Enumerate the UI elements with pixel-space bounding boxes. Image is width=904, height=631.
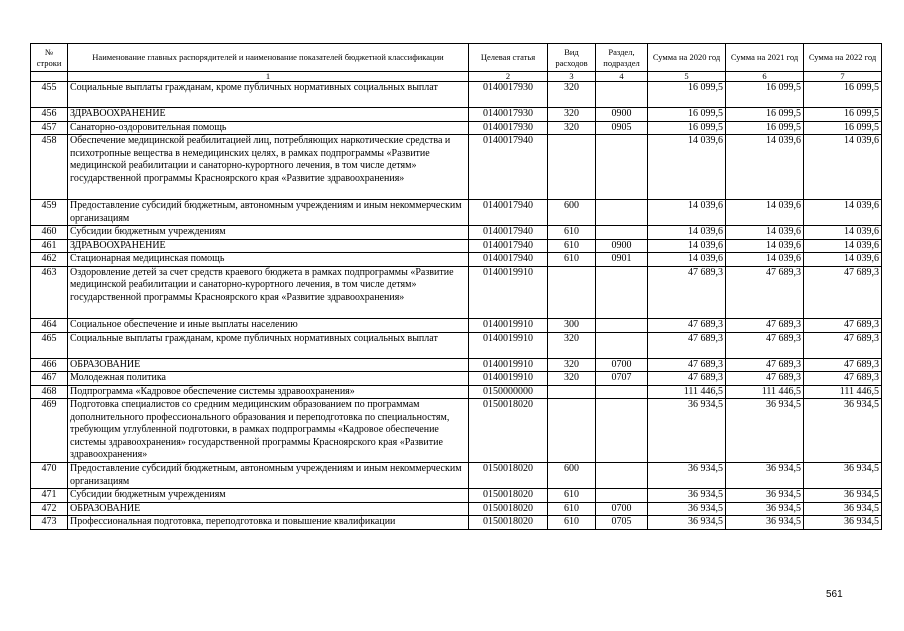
cell-row-no: 470 bbox=[31, 463, 68, 489]
cell-row-no: 467 bbox=[31, 372, 68, 386]
cell-sum-2020: 47 689,3 bbox=[648, 332, 726, 358]
cell-type bbox=[548, 385, 596, 399]
cell-section bbox=[596, 318, 648, 332]
cell-section: 0900 bbox=[596, 108, 648, 122]
cell-sum-2020: 14 039,6 bbox=[648, 135, 726, 200]
index-cell: 6 bbox=[726, 72, 804, 82]
cell-sum-2020: 36 934,5 bbox=[648, 516, 726, 530]
cell-sum-2020: 16 099,5 bbox=[648, 121, 726, 135]
cell-target: 0140017940 bbox=[469, 135, 548, 200]
cell-type: 320 bbox=[548, 108, 596, 122]
cell-sum-2022: 36 934,5 bbox=[804, 489, 882, 503]
cell-section: 0707 bbox=[596, 372, 648, 386]
table-row bbox=[31, 489, 882, 503]
cell-sum-2022: 14 039,6 bbox=[804, 239, 882, 253]
cell-sum-2021: 16 099,5 bbox=[726, 82, 804, 108]
cell-section bbox=[596, 489, 648, 503]
table-row bbox=[31, 239, 882, 253]
cell-sum-2022: 47 689,3 bbox=[804, 372, 882, 386]
cell-sum-2020: 47 689,3 bbox=[648, 266, 726, 318]
cell-type: 300 bbox=[548, 318, 596, 332]
cell-section: 0700 bbox=[596, 502, 648, 516]
cell-row-no: 473 bbox=[31, 516, 68, 530]
cell-sum-2021: 16 099,5 bbox=[726, 108, 804, 122]
cell-type bbox=[548, 399, 596, 463]
cell-row-no: 457 bbox=[31, 121, 68, 135]
cell-target: 0150018020 bbox=[469, 399, 548, 463]
table-row bbox=[31, 502, 882, 516]
cell-target: 0140017940 bbox=[469, 239, 548, 253]
cell-row-no: 455 bbox=[31, 82, 68, 108]
cell-target: 0150000000 bbox=[469, 385, 548, 399]
cell-sum-2022: 14 039,6 bbox=[804, 135, 882, 200]
cell-section bbox=[596, 463, 648, 489]
header-row-no: № строки bbox=[31, 44, 68, 72]
cell-type: 610 bbox=[548, 502, 596, 516]
cell-sum-2021: 14 039,6 bbox=[726, 200, 804, 226]
cell-name: Подпрограмма «Кадровое обеспечение системы здравоохранения» bbox=[68, 385, 469, 399]
cell-sum-2022: 16 099,5 bbox=[804, 82, 882, 108]
cell-name: ЗДРАВООХРАНЕНИЕ bbox=[68, 108, 469, 122]
table-row bbox=[31, 266, 882, 318]
table-row bbox=[31, 108, 882, 122]
cell-section: 0700 bbox=[596, 358, 648, 372]
cell-section: 0900 bbox=[596, 239, 648, 253]
cell-type bbox=[548, 135, 596, 200]
table-row bbox=[31, 399, 882, 463]
cell-name: Обеспечение медицинской реабилитацией лиц, потребляющих наркотические средства и психотропные вещества в немедицинских целях, в рамках подпрограммы «Развитие медицинской реабилитации и санаторно-курортного лечения, в том числе детям» государственной программы Красноярского края «Развитие здравоохранения» bbox=[68, 135, 469, 200]
header-sum-2020: Сумма на 2020 год bbox=[648, 44, 726, 72]
cell-type: 610 bbox=[548, 489, 596, 503]
table-row bbox=[31, 253, 882, 267]
cell-sum-2021: 36 934,5 bbox=[726, 463, 804, 489]
cell-name: ОБРАЗОВАНИЕ bbox=[68, 358, 469, 372]
cell-section bbox=[596, 135, 648, 200]
cell-sum-2021: 36 934,5 bbox=[726, 489, 804, 503]
cell-name: ОБРАЗОВАНИЕ bbox=[68, 502, 469, 516]
header-section: Раздел, подраздел bbox=[596, 44, 648, 72]
cell-sum-2022: 16 099,5 bbox=[804, 121, 882, 135]
cell-row-no: 464 bbox=[31, 318, 68, 332]
header-type: Вид расходов bbox=[548, 44, 596, 72]
cell-sum-2021: 16 099,5 bbox=[726, 121, 804, 135]
cell-sum-2020: 47 689,3 bbox=[648, 372, 726, 386]
cell-target: 0140017940 bbox=[469, 200, 548, 226]
cell-sum-2020: 47 689,3 bbox=[648, 358, 726, 372]
cell-target: 0140017940 bbox=[469, 253, 548, 267]
cell-sum-2022: 47 689,3 bbox=[804, 358, 882, 372]
cell-sum-2020: 36 934,5 bbox=[648, 489, 726, 503]
cell-target: 0140019910 bbox=[469, 318, 548, 332]
cell-sum-2022: 47 689,3 bbox=[804, 266, 882, 318]
index-cell: 4 bbox=[596, 72, 648, 82]
cell-sum-2022: 14 039,6 bbox=[804, 226, 882, 240]
cell-name: Социальные выплаты гражданам, кроме публичных нормативных социальных выплат bbox=[68, 82, 469, 108]
cell-sum-2022: 36 934,5 bbox=[804, 516, 882, 530]
budget-table bbox=[30, 43, 882, 530]
table-row bbox=[31, 358, 882, 372]
cell-row-no: 465 bbox=[31, 332, 68, 358]
cell-target: 0140017940 bbox=[469, 226, 548, 240]
cell-row-no: 468 bbox=[31, 385, 68, 399]
header-sum-2022: Сумма на 2022 год bbox=[804, 44, 882, 72]
cell-type: 320 bbox=[548, 332, 596, 358]
cell-name: Профессиональная подготовка, переподготовка и повышение квалификации bbox=[68, 516, 469, 530]
cell-row-no: 461 bbox=[31, 239, 68, 253]
cell-sum-2020: 14 039,6 bbox=[648, 226, 726, 240]
cell-row-no: 471 bbox=[31, 489, 68, 503]
cell-sum-2020: 111 446,5 bbox=[648, 385, 726, 399]
cell-name: Подготовка специалистов со средним медицинским образованием по программам дополнительного профессионального образования и переподготовка по специальностям, требующим углубленной подготовки, в рамках подпрограммы «Кадровое обеспечение системы здравоохранения» государственной программы Красноярского края «Развитие здравоохранения» bbox=[68, 399, 469, 463]
cell-type: 610 bbox=[548, 226, 596, 240]
cell-sum-2021: 36 934,5 bbox=[726, 502, 804, 516]
cell-target: 0150018020 bbox=[469, 516, 548, 530]
cell-row-no: 472 bbox=[31, 502, 68, 516]
cell-name: Социальные выплаты гражданам, кроме публичных нормативных социальных выплат bbox=[68, 332, 469, 358]
cell-target: 0140019910 bbox=[469, 332, 548, 358]
cell-row-no: 460 bbox=[31, 226, 68, 240]
cell-target: 0150018020 bbox=[469, 489, 548, 503]
cell-type: 610 bbox=[548, 516, 596, 530]
cell-sum-2021: 47 689,3 bbox=[726, 332, 804, 358]
cell-sum-2020: 16 099,5 bbox=[648, 108, 726, 122]
table-row bbox=[31, 385, 882, 399]
cell-target: 0140017930 bbox=[469, 108, 548, 122]
cell-type: 320 bbox=[548, 82, 596, 108]
table-row bbox=[31, 372, 882, 386]
cell-section bbox=[596, 385, 648, 399]
cell-type: 320 bbox=[548, 121, 596, 135]
cell-sum-2022: 47 689,3 bbox=[804, 318, 882, 332]
cell-sum-2022: 16 099,5 bbox=[804, 108, 882, 122]
index-cell: 1 bbox=[68, 72, 469, 82]
index-cell bbox=[31, 72, 68, 82]
table-body bbox=[31, 82, 882, 530]
table-row bbox=[31, 332, 882, 358]
cell-sum-2020: 14 039,6 bbox=[648, 239, 726, 253]
cell-target: 0140019910 bbox=[469, 358, 548, 372]
cell-sum-2020: 14 039,6 bbox=[648, 200, 726, 226]
table-row bbox=[31, 135, 882, 200]
table-header-row bbox=[31, 44, 882, 72]
cell-name: Санаторно-оздоровительная помощь bbox=[68, 121, 469, 135]
cell-name: Оздоровление детей за счет средств краевого бюджета в рамках подпрограммы «Развитие медицинской реабилитации и санаторно-курортного лечения, в том числе детям» государственной программы Красноярского края «Развитие здравоохранения» bbox=[68, 266, 469, 318]
index-cell: 5 bbox=[648, 72, 726, 82]
cell-section bbox=[596, 200, 648, 226]
cell-name: ЗДРАВООХРАНЕНИЕ bbox=[68, 239, 469, 253]
header-target: Целевая статья bbox=[469, 44, 548, 72]
cell-section bbox=[596, 226, 648, 240]
cell-sum-2021: 47 689,3 bbox=[726, 318, 804, 332]
cell-section bbox=[596, 82, 648, 108]
cell-sum-2021: 47 689,3 bbox=[726, 266, 804, 318]
index-cell: 2 bbox=[469, 72, 548, 82]
cell-name: Молодежная политика bbox=[68, 372, 469, 386]
cell-sum-2020: 36 934,5 bbox=[648, 399, 726, 463]
cell-name: Субсидии бюджетным учреждениям bbox=[68, 226, 469, 240]
header-name: Наименование главных распорядителей и наименование показателей бюджетной классификации bbox=[68, 44, 469, 72]
cell-sum-2022: 47 689,3 bbox=[804, 332, 882, 358]
cell-sum-2021: 111 446,5 bbox=[726, 385, 804, 399]
table-row bbox=[31, 516, 882, 530]
cell-type: 600 bbox=[548, 200, 596, 226]
cell-section: 0901 bbox=[596, 253, 648, 267]
cell-sum-2022: 36 934,5 bbox=[804, 399, 882, 463]
table-row bbox=[31, 82, 882, 108]
cell-sum-2022: 14 039,6 bbox=[804, 253, 882, 267]
cell-type: 320 bbox=[548, 372, 596, 386]
cell-sum-2021: 47 689,3 bbox=[726, 358, 804, 372]
cell-name: Субсидии бюджетным учреждениям bbox=[68, 489, 469, 503]
cell-name: Социальное обеспечение и иные выплаты населению bbox=[68, 318, 469, 332]
table-row bbox=[31, 318, 882, 332]
cell-type: 610 bbox=[548, 239, 596, 253]
cell-row-no: 462 bbox=[31, 253, 68, 267]
cell-target: 0140017930 bbox=[469, 121, 548, 135]
column-index-row bbox=[31, 72, 882, 82]
index-cell: 3 bbox=[548, 72, 596, 82]
cell-sum-2021: 36 934,5 bbox=[726, 399, 804, 463]
cell-sum-2021: 14 039,6 bbox=[726, 239, 804, 253]
header-sum-2021: Сумма на 2021 год bbox=[726, 44, 804, 72]
cell-target: 0140019910 bbox=[469, 372, 548, 386]
cell-sum-2021: 14 039,6 bbox=[726, 226, 804, 240]
cell-target: 0150018020 bbox=[469, 502, 548, 516]
cell-sum-2021: 36 934,5 bbox=[726, 516, 804, 530]
cell-row-no: 456 bbox=[31, 108, 68, 122]
budget-table-container bbox=[30, 43, 882, 530]
cell-sum-2022: 36 934,5 bbox=[804, 502, 882, 516]
cell-sum-2022: 111 446,5 bbox=[804, 385, 882, 399]
cell-row-no: 469 bbox=[31, 399, 68, 463]
cell-target: 0140017930 bbox=[469, 82, 548, 108]
cell-sum-2020: 36 934,5 bbox=[648, 463, 726, 489]
cell-section: 0905 bbox=[596, 121, 648, 135]
cell-section: 0705 bbox=[596, 516, 648, 530]
cell-sum-2020: 47 689,3 bbox=[648, 318, 726, 332]
cell-section bbox=[596, 332, 648, 358]
table-row bbox=[31, 200, 882, 226]
cell-sum-2021: 14 039,6 bbox=[726, 135, 804, 200]
cell-sum-2021: 14 039,6 bbox=[726, 253, 804, 267]
cell-target: 0150018020 bbox=[469, 463, 548, 489]
cell-type: 610 bbox=[548, 253, 596, 267]
cell-sum-2022: 14 039,6 bbox=[804, 200, 882, 226]
table-row bbox=[31, 463, 882, 489]
cell-sum-2020: 36 934,5 bbox=[648, 502, 726, 516]
cell-section bbox=[596, 399, 648, 463]
cell-sum-2021: 47 689,3 bbox=[726, 372, 804, 386]
cell-type: 600 bbox=[548, 463, 596, 489]
cell-target: 0140019910 bbox=[469, 266, 548, 318]
cell-row-no: 459 bbox=[31, 200, 68, 226]
cell-type bbox=[548, 266, 596, 318]
index-cell: 7 bbox=[804, 72, 882, 82]
table-row bbox=[31, 226, 882, 240]
page-number: 561 bbox=[826, 589, 843, 600]
cell-row-no: 466 bbox=[31, 358, 68, 372]
cell-name: Стационарная медицинская помощь bbox=[68, 253, 469, 267]
cell-row-no: 463 bbox=[31, 266, 68, 318]
cell-section bbox=[596, 266, 648, 318]
cell-type: 320 bbox=[548, 358, 596, 372]
cell-name: Предоставление субсидий бюджетным, автономным учреждениям и иным некоммерческим организациям bbox=[68, 463, 469, 489]
cell-sum-2020: 14 039,6 bbox=[648, 253, 726, 267]
cell-name: Предоставление субсидий бюджетным, автономным учреждениям и иным некоммерческим организациям bbox=[68, 200, 469, 226]
cell-sum-2022: 36 934,5 bbox=[804, 463, 882, 489]
cell-row-no: 458 bbox=[31, 135, 68, 200]
table-row bbox=[31, 121, 882, 135]
cell-sum-2020: 16 099,5 bbox=[648, 82, 726, 108]
